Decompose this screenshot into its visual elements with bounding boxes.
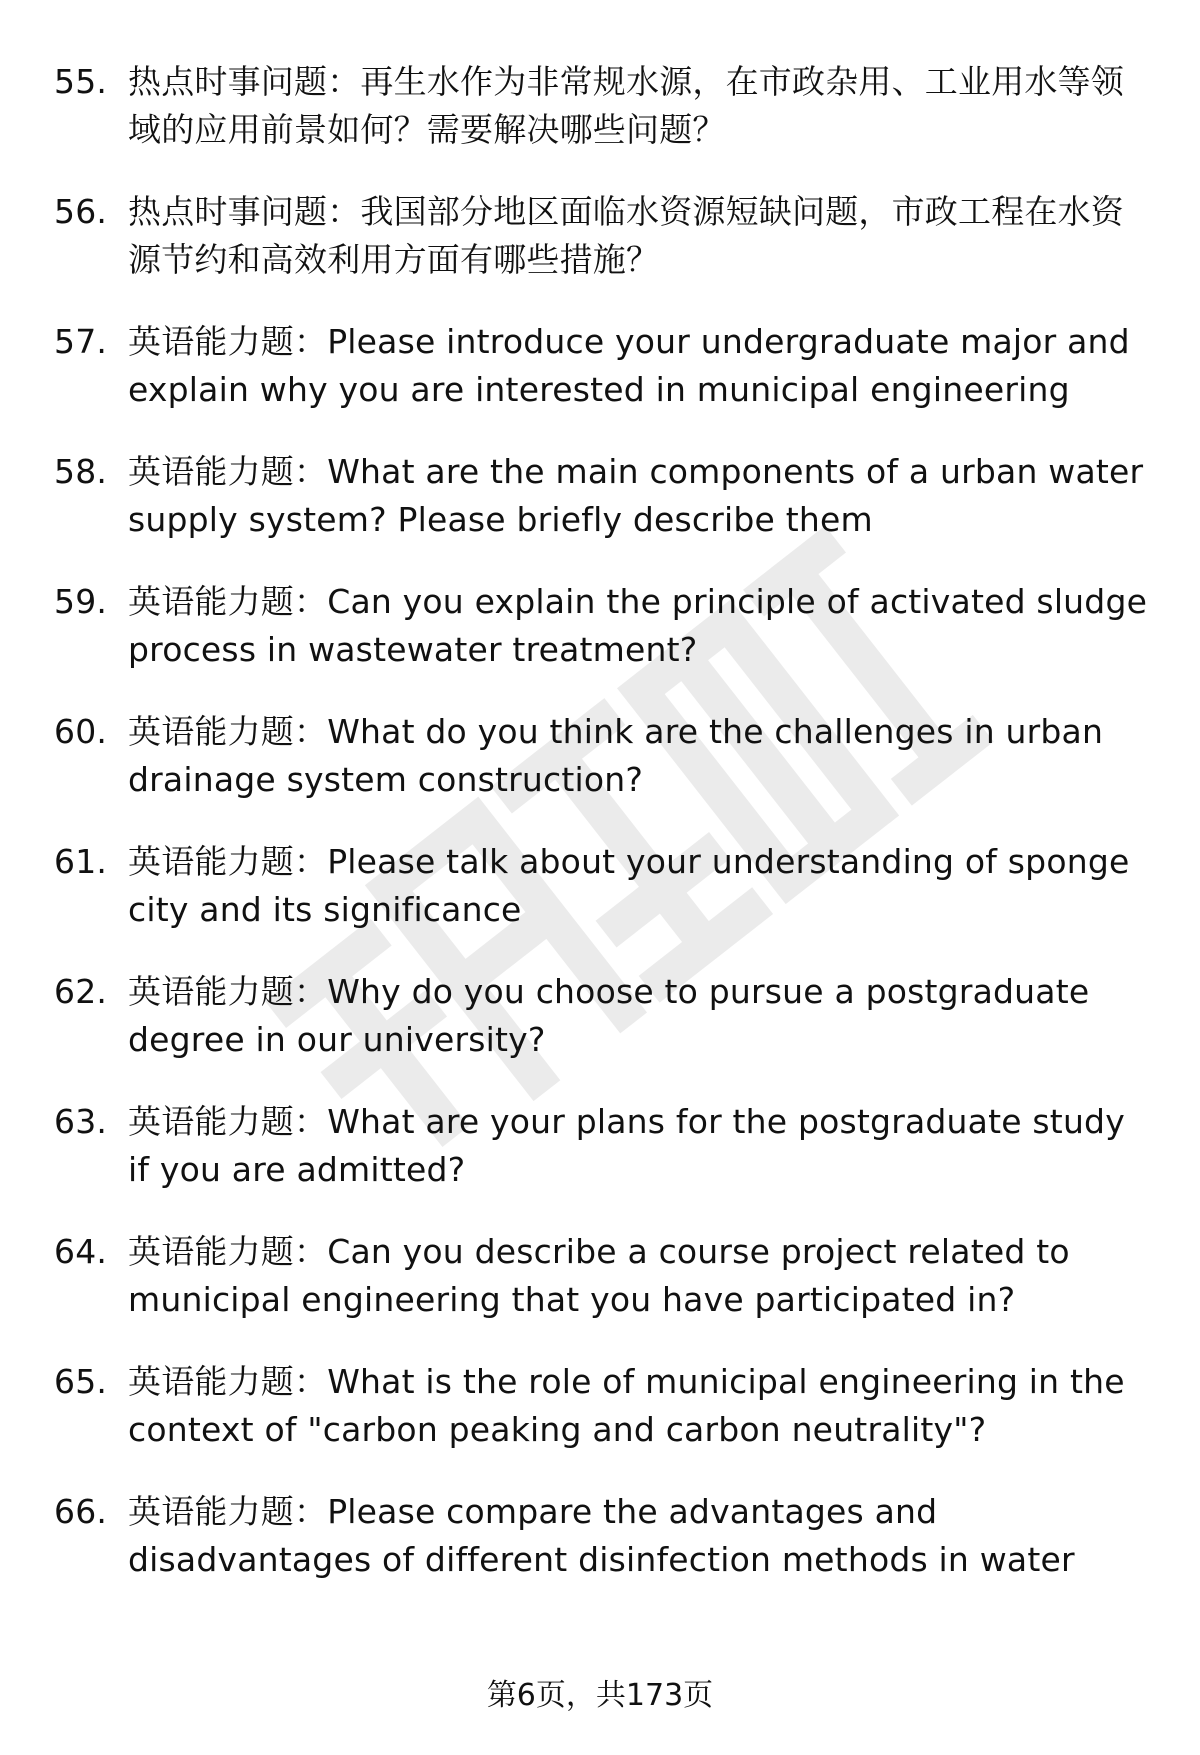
question-number: 58. (54, 452, 108, 491)
question-number: 61. (54, 842, 108, 881)
question-number: 57. (54, 322, 108, 361)
question-number: 62. (54, 972, 108, 1011)
list-item (54, 1358, 1154, 1454)
question-number: 55. (54, 62, 108, 101)
list-item (54, 1488, 1154, 1584)
question-number: 63. (54, 1102, 108, 1141)
question-text: 热点时事问题：再生水作为非常规水源，在市政杂用、工业用水等领域的应用前景如何？需要解决哪些问题？ (128, 62, 1124, 149)
question-text: 热点时事问题：我国部分地区面临水资源短缺问题，市政工程在水资源节约和高效利用方面有哪些措施？ (128, 192, 1124, 279)
list-item (54, 448, 1154, 544)
question-text: 英语能力题：What do you think are the challenges in urban drainage system construction? (128, 712, 1104, 799)
question-text: 英语能力题：Please introduce your undergraduate major and explain why you are interested in municipal engineering (128, 322, 1130, 409)
question-text: 英语能力题：Please compare the advantages and disadvantages of different disinfection methods in water (128, 1492, 1075, 1579)
question-number: 66. (54, 1492, 108, 1531)
question-text: 英语能力题：Why do you choose to pursue a postgraduate degree in our university? (128, 972, 1090, 1059)
question-number: 64. (54, 1232, 108, 1271)
list-item (54, 318, 1154, 414)
list-item (54, 1098, 1154, 1194)
question-list (54, 58, 1154, 1618)
question-text: 英语能力题：Can you explain the principle of activated sludge process in wastewater treatment? (128, 582, 1148, 669)
list-item (54, 188, 1154, 284)
list-item (54, 578, 1154, 674)
question-number: 56. (54, 192, 108, 231)
list-item (54, 1228, 1154, 1324)
question-text: 英语能力题：What are your plans for the postgraduate study if you are admitted? (128, 1102, 1125, 1189)
question-text: 英语能力题：What are the main components of a urban water supply system? Please briefly describe them (128, 452, 1144, 539)
list-item (54, 58, 1154, 154)
page-footer: 第6页，共173页 (486, 1678, 714, 1713)
list-item (54, 838, 1154, 934)
question-number: 59. (54, 582, 108, 621)
question-text: 英语能力题：Can you describe a course project related to municipal engineering that you have participated in? (128, 1232, 1070, 1319)
question-text: 英语能力题：Please talk about your understanding of sponge city and its significance (128, 842, 1130, 929)
list-item (54, 968, 1154, 1064)
question-number: 65. (54, 1362, 108, 1401)
list-item (54, 708, 1154, 804)
question-text: 英语能力题：What is the role of municipal engineering in the context of "carbon peaking and carbon neutrality"? (128, 1362, 1125, 1449)
question-number: 60. (54, 712, 108, 751)
